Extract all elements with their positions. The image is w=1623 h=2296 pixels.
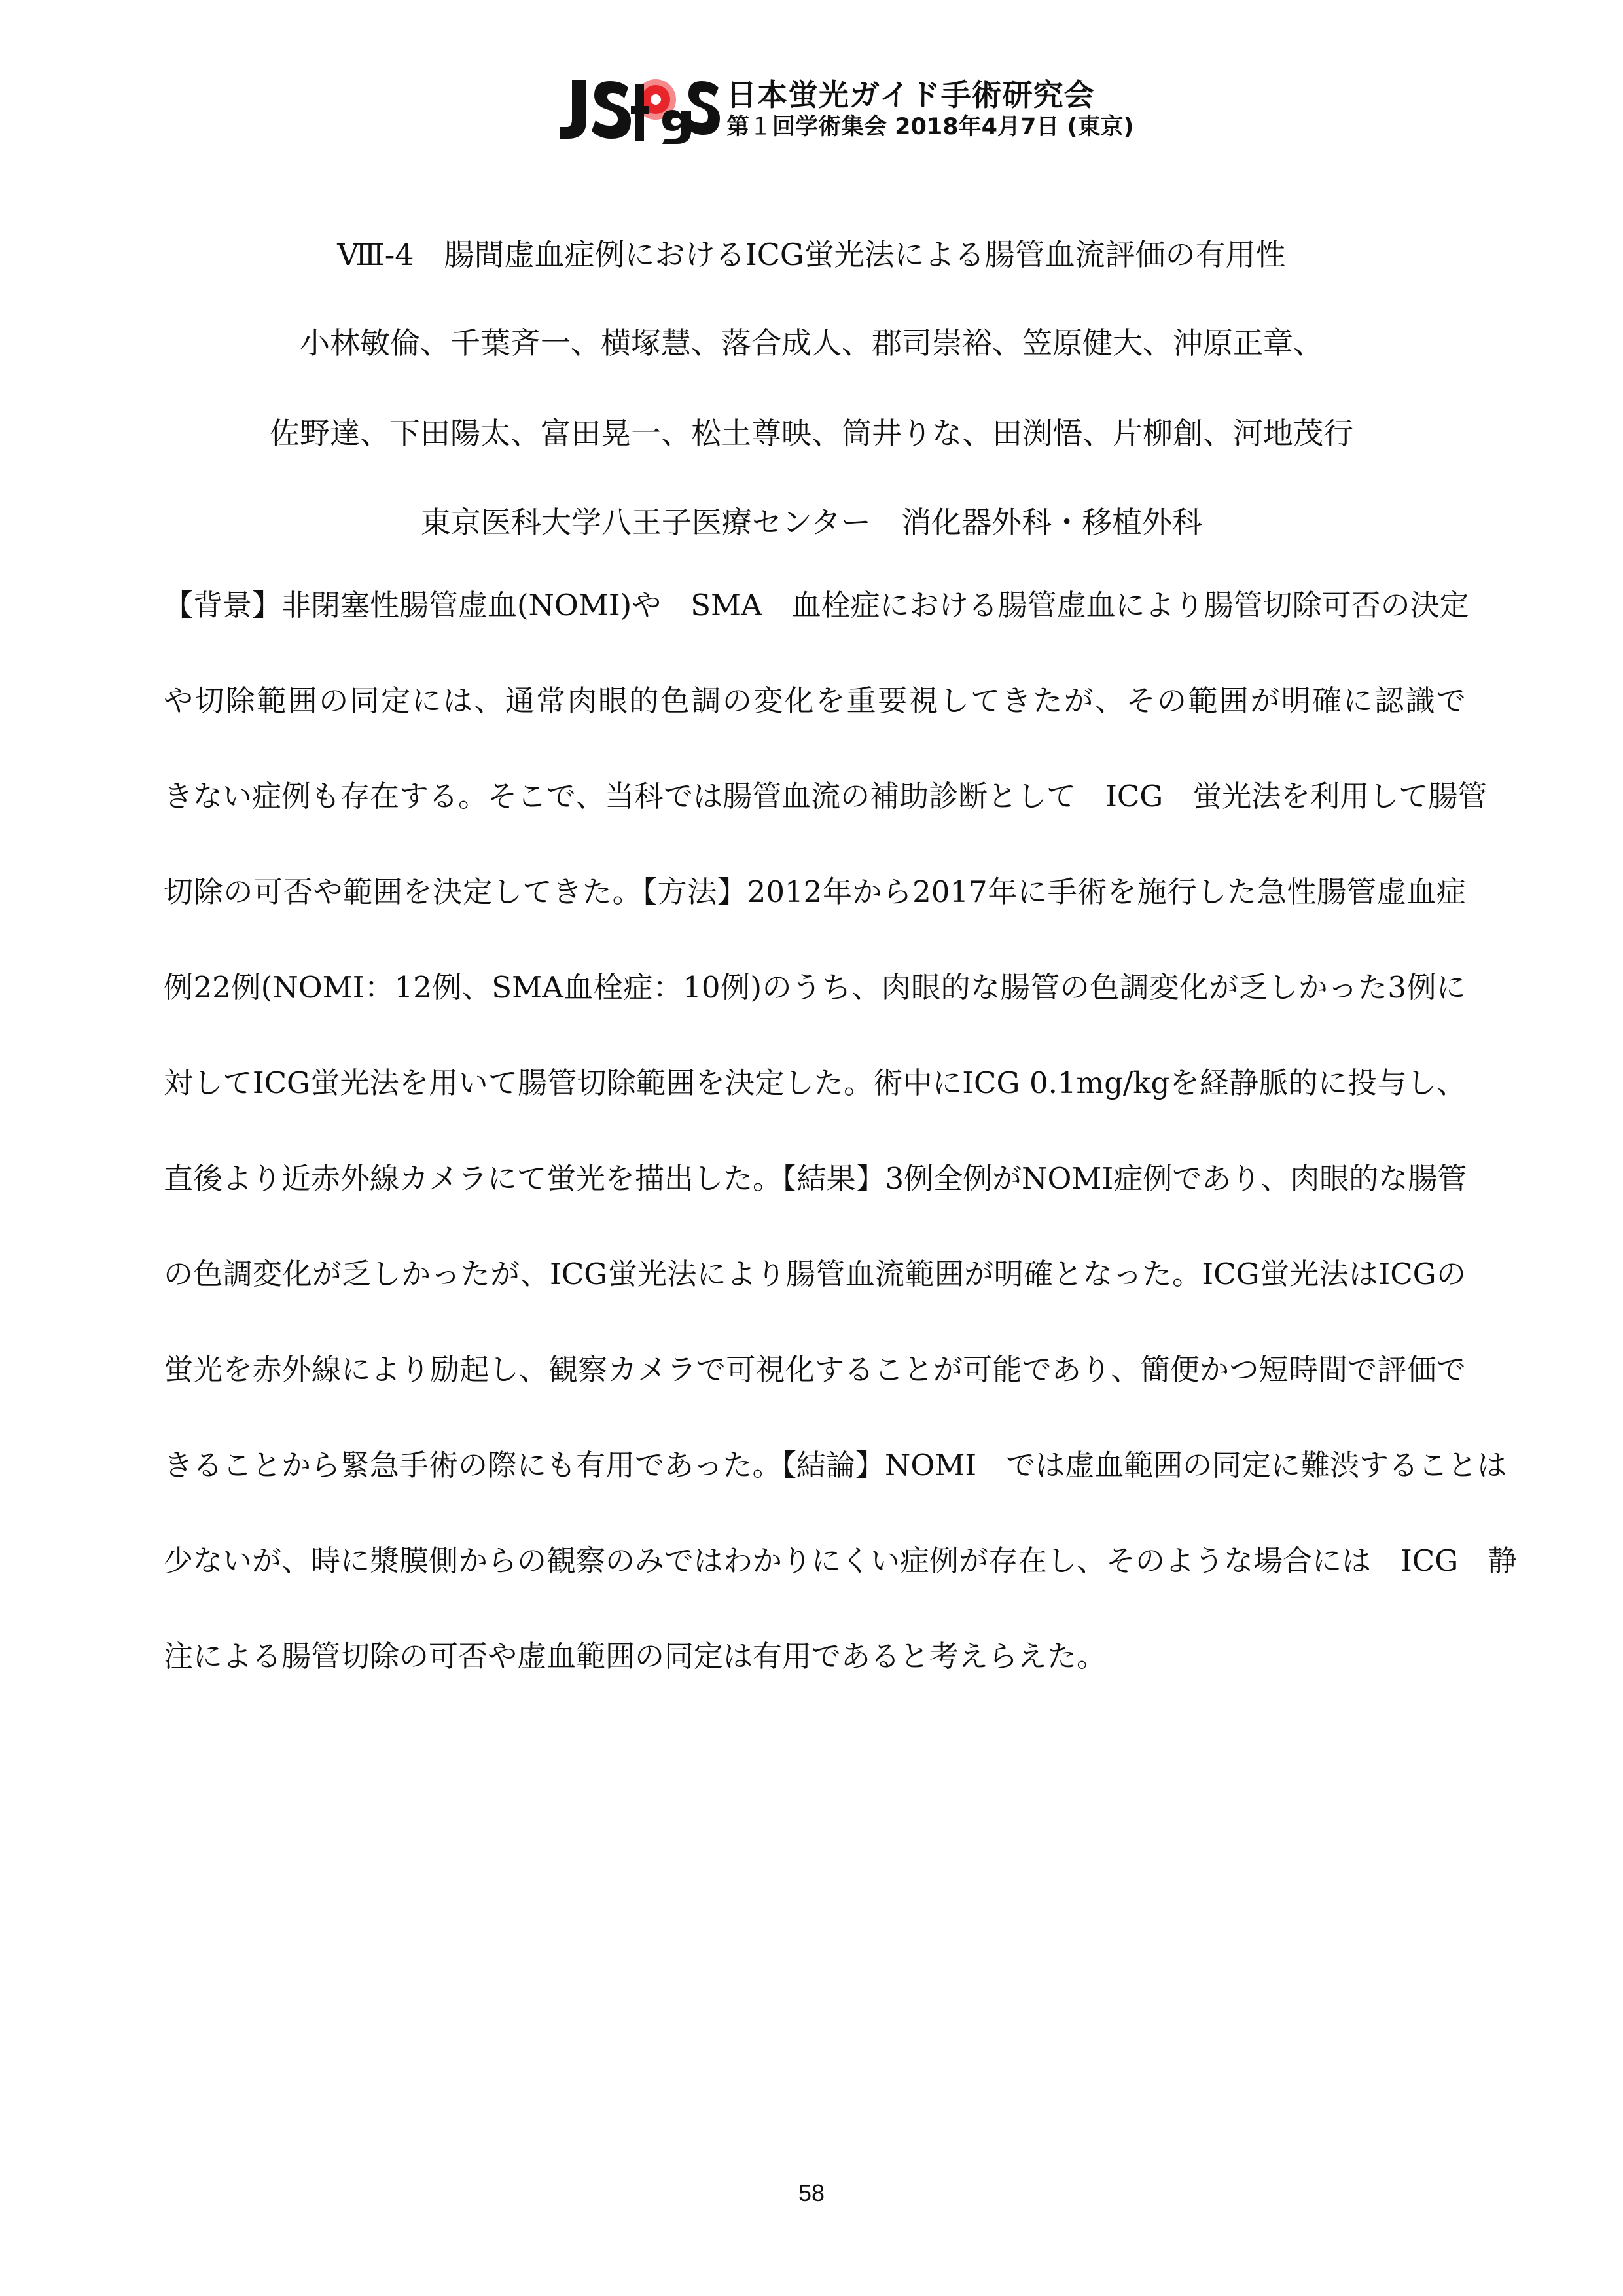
abstract-title: Ⅷ-4 腸間虚血症例におけるICG蛍光法による腸管血流評価の有用性 — [337, 237, 1286, 272]
abstract-line: の色調変化が乏しかったが、ICG蛍光法により腸管血流範囲が明確となった。ICG蛍光法はICGの — [164, 1257, 1466, 1291]
abstract-line: 注による腸管切除の可否や虚血範囲の同定は有用であると考えらえた。 — [164, 1639, 1107, 1674]
abstract-line: 対してICG蛍光法を用いて腸管切除範囲を決定した。術中にICG 0.1mg/kgを経静脈的に投与し、 — [164, 1066, 1466, 1100]
abstract-line: 直後より近赤外線カメラにて蛍光を描出した。【結果】3例全例がNOMI症例であり、肉眼的な腸管 — [164, 1161, 1467, 1196]
affiliation: 東京医科大学八王子医療センター 消化器外科・移植外科 — [420, 505, 1203, 540]
jsfgs-logo — [558, 73, 720, 145]
jsfgs-logo-icon — [558, 73, 720, 145]
meeting-info: 第１回学術集会 2018年4月7日 (東京) — [726, 114, 1134, 140]
conference-header — [558, 73, 1134, 145]
abstract-line: きない症例も存在する。そこで、当科では腸管血流の補助診断として ICG 蛍光法を利用して腸管 — [164, 779, 1488, 814]
abstract-line: 【背景】非閉塞性腸管虚血(NOMI)や SMA 血栓症における腸管虚血により腸管切除可否の決定 — [164, 588, 1469, 622]
header-text — [726, 77, 1133, 141]
abstract-line: 少ないが、時に漿膜側からの観察のみではわかりにくい症例が存在し、そのような場合には ICG 静 — [164, 1543, 1518, 1578]
abstract-body — [164, 583, 1518, 1729]
society-name: 日本蛍光ガイド手術研究会 — [726, 77, 1095, 113]
abstract-line: 例22例(NOMI：12例、SMA血栓症：10例)のうち、肉眼的な腸管の色調変化が乏しかった3例に — [164, 970, 1466, 1005]
authors-line-1: 小林敏倫、千葉斉一、横塚慧、落合成人、郡司崇裕、笠原健大、沖原正章、 — [300, 325, 1323, 361]
page-number: 58 — [798, 2179, 825, 2206]
abstract-line: 切除の可否や範囲を決定してきた。【方法】2012年から2017年に手術を施行した急性腸管虚血症 — [164, 874, 1466, 909]
abstract-line: 蛍光を赤外線により励起し、観察カメラで可視化することが可能であり、簡便かつ短時間で評価で — [164, 1352, 1466, 1387]
abstract-line: きることから緊急手術の際にも有用であった。【結論】NOMI では虚血範囲の同定に難渋することは — [164, 1448, 1507, 1482]
abstract-line: や切除範囲の同定には、通常肉眼的色調の変化を重要視してきたが、その範囲が明確に認識で — [164, 683, 1466, 718]
authors-line-2: 佐野達、下田陽太、富田晃一、松土尊映、筒井りな、田渕悟、片柳創、河地茂行 — [270, 416, 1353, 451]
